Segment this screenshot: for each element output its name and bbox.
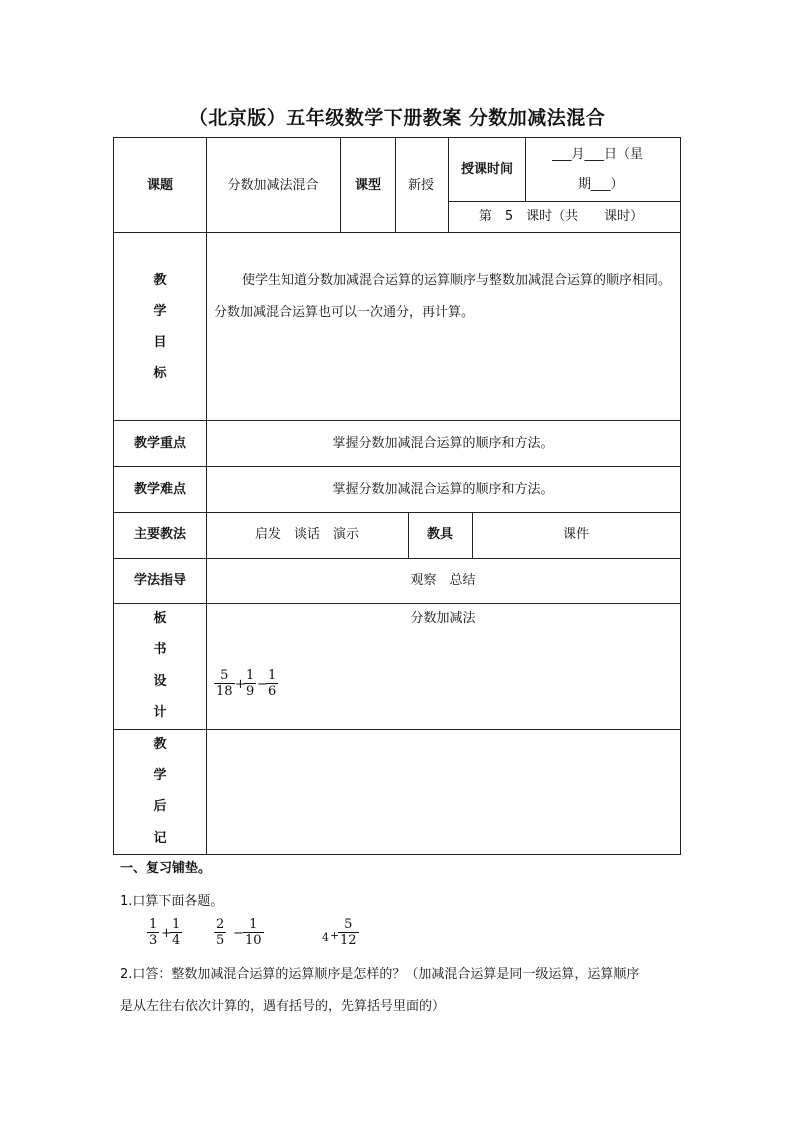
subject-label: 课题 — [146, 178, 174, 193]
board-label-char: 书 — [153, 642, 167, 657]
reflection-label-char: 后 — [153, 799, 167, 814]
subject-value: 分数加减法混合 — [227, 178, 319, 193]
goal-label-char: 目 — [153, 335, 167, 350]
denominator: 6 — [268, 684, 277, 699]
plus-sign: + — [161, 926, 172, 941]
denominator: 5 — [216, 933, 225, 948]
numerator: 1 — [249, 917, 258, 932]
key-point-label: 教学重点 — [133, 436, 187, 451]
board-label-char: 计 — [153, 705, 167, 720]
denominator: 3 — [149, 933, 158, 948]
tools-label: 教具 — [426, 527, 454, 542]
goal-label-char: 标 — [153, 366, 167, 381]
numerator: 2 — [216, 917, 225, 932]
difficulty-text: 掌握分数加减混合运算的顺序和方法。 — [332, 482, 554, 497]
fraction — [170, 917, 182, 948]
denominator: 4 — [172, 933, 181, 948]
denominator: 10 — [245, 933, 262, 948]
fraction — [244, 668, 256, 699]
fraction — [147, 917, 159, 948]
date-line-1: ___月___日（星 — [552, 147, 644, 162]
numerator: 5 — [220, 668, 229, 683]
fraction — [214, 668, 235, 699]
oral-calc-instruction: 1.口算下面各题。 — [120, 894, 224, 909]
denominator: 9 — [246, 684, 255, 699]
class-time-label: 授课时间 — [460, 162, 514, 177]
numerator: 1 — [246, 668, 255, 683]
method-text: 启发 谈话 演示 — [254, 527, 360, 542]
study-guide-text: 观察 总结 — [410, 573, 476, 588]
board-title: 分数加减法 — [410, 611, 476, 626]
review-heading: 一、复习铺垫。 — [120, 861, 212, 876]
lesson-type-label: 课型 — [354, 178, 382, 193]
denominator: 18 — [216, 684, 233, 699]
fraction — [243, 917, 264, 948]
plus-sign: + — [235, 677, 246, 692]
oral-question-line-2: 是从左往右依次计算的，遇有括号的，先算括号里面的） — [120, 999, 446, 1014]
numerator: 1 — [149, 917, 158, 932]
key-point-text: 掌握分数加减混合运算的顺序和方法。 — [332, 436, 554, 451]
minus-sign: − — [233, 926, 244, 941]
numerator: 1 — [172, 917, 181, 932]
board-label-char: 板 — [153, 611, 167, 626]
date-line-2: 期___） — [578, 177, 624, 192]
denominator: 12 — [340, 933, 357, 948]
fraction — [338, 917, 359, 948]
lesson-type-value: 新授 — [407, 178, 435, 193]
study-guide-label: 学法指导 — [133, 573, 187, 588]
teaching-goal-text: 使学生知道分数加减混合运算的运算顺序与整数加减混合运算的顺序相同。分数加减混合运算也可以一次通分，再计算。 — [214, 273, 672, 320]
document-title: （北京版）五年级数学下册教案 分数加减法混合 — [188, 107, 606, 129]
reflection-label-char: 学 — [153, 768, 167, 783]
minus-sign: − — [257, 677, 268, 692]
fraction — [266, 668, 278, 699]
fraction — [214, 917, 226, 948]
numerator: 1 — [268, 668, 277, 683]
difficulty-label: 教学难点 — [133, 482, 187, 497]
oral-question-line-1: 2.口答：整数加减混合运算的运算顺序是怎样的？（加减混合运算是同一级运算，运算顺序 — [120, 967, 640, 982]
reflection-label-char: 记 — [153, 831, 167, 846]
reflection-label-char: 教 — [153, 737, 167, 752]
numerator: 5 — [344, 917, 353, 932]
method-label: 主要教法 — [133, 527, 187, 542]
goal-label-char: 学 — [153, 304, 167, 319]
board-label-char: 设 — [153, 674, 167, 689]
goal-label-char: 教 — [153, 273, 167, 288]
period-count: 第 5 课时（共 课时） — [478, 209, 644, 224]
whole-number: 4 — [322, 931, 329, 944]
tools-text: 课件 — [562, 527, 590, 542]
plus-sign: + — [330, 929, 340, 942]
